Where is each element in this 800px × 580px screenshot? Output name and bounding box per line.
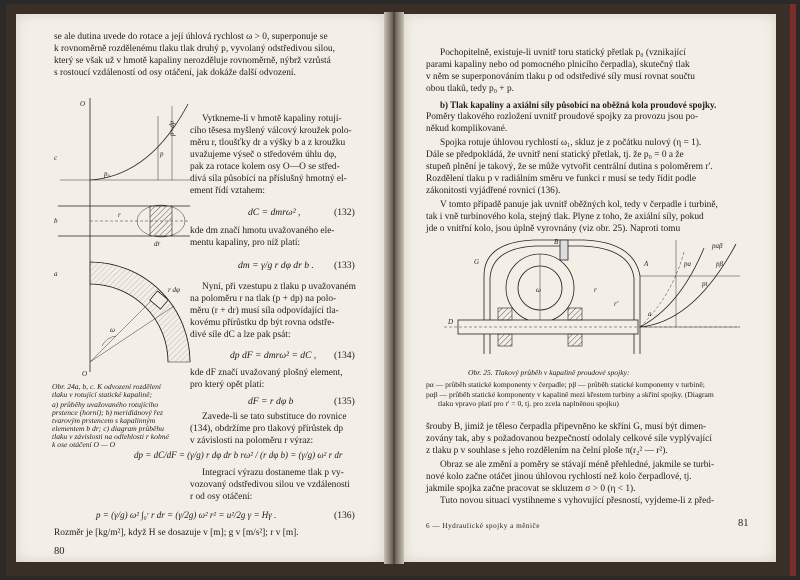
figure-25-label-B: B xyxy=(554,238,559,246)
left-col-line-15: kde dF značí uvažovaný plošný element, xyxy=(190,368,343,378)
figure-25-caption-3: tlaku vpravo platí pro r' = 0, tj. pro zcela naplněnou spojku) xyxy=(438,399,619,408)
figure-24-caption-5: tvarovým prstencem s kapalinným xyxy=(52,416,156,425)
section-heading: b) Tlak kapaliny a axiální síly působící na oběžná kola proudové spojky. xyxy=(440,100,717,110)
right-line-b2: někud komplikované. xyxy=(426,124,508,134)
right-line-c4: Rozdělení tlaku p v radiálním směru ve funkci r musí se tedy řídit podle xyxy=(426,174,696,184)
left-col-line-8: kde dm značí hmotu uvažovaného ele- xyxy=(190,226,335,236)
left-col-line-7: ement řídí vztahem: xyxy=(190,186,265,196)
left-col-line-22: r od osy otáčení: xyxy=(190,492,253,502)
figure-24-caption-7: tlaku v závislosti na odlehlosti r kolmé xyxy=(52,432,169,441)
right-line-f3: jakmile spojka začne pracovat se skluzem σ > 0 (η < 1). xyxy=(426,484,636,494)
left-col-line-21: vozovaný odstředivou silou ve vzdálenosti xyxy=(190,480,350,490)
left-col-line-19: v závislosti na poloměru r výraz: xyxy=(190,436,314,446)
left-col-line-4: uvažujeme výseč o středovém úhlu dφ, xyxy=(190,150,337,160)
right-line-e2: zovány tak, aby s požadovanou bezpečností odolaly celkové síle vyplývající xyxy=(426,434,712,444)
right-line-e3: z tlaku p v souhlase s jeho rozdělením na čelní ploše π(r₂² — r²). xyxy=(426,446,668,456)
left-col-line-6: divá síla působící na příslušný hmotný el- xyxy=(190,174,347,184)
equation-134: dp dF = dmrω² = dC , xyxy=(230,350,317,361)
figure-24-label-p: p xyxy=(160,150,164,158)
figure-24-label-r: r xyxy=(118,211,121,219)
equation-dp: dp = dC/dF = (γ/g) r dφ dr b rω² / (r dφ b) = (γ/g) ω² r dr xyxy=(134,450,343,460)
figure-24-label-b: b xyxy=(54,217,58,225)
right-page xyxy=(404,14,776,562)
right-line-d1: V tomto případě panuje jak uvnitř oběžných kol, tedy v čerpadle i turbině, xyxy=(440,200,718,210)
left-col-line-18: (134), obdržíme pro tlakový přírůstek dp xyxy=(190,424,344,434)
equation-132: dC = dmrω² , xyxy=(248,207,301,218)
left-col-line-9: mentu kapaliny, pro níž platí: xyxy=(190,238,301,248)
equation-135: dF = r dφ b xyxy=(248,396,294,407)
figure-24-label-rdp: r dφ xyxy=(168,286,180,294)
equation-136-number: (136) xyxy=(334,510,355,521)
right-footer: 6 — Hydraulické spojky a měniče xyxy=(426,522,540,530)
left-col-line-1: Vytkneme-li v hmotě kapaliny rotují- xyxy=(202,114,342,124)
figure-24-label-dr: dr xyxy=(154,240,161,248)
figure-25-diagram xyxy=(444,236,744,364)
right-line-c3: stupeň plnění je takový, že se může vytvořit centrální dutina s poloměrem r'. xyxy=(426,162,713,172)
figure-24-label-O-top: O xyxy=(80,100,86,108)
figure-25-label-A: A xyxy=(644,260,649,268)
left-bottom-line: Rozměr je [kg/m²], když H se dosazuje v [m]; g v [m/s²]; r v [m]. xyxy=(54,528,299,538)
left-col-line-11: na poloměru r na tlak (p + dp) na polo- xyxy=(190,294,337,304)
figure-25-label-pb: pβ xyxy=(716,260,723,268)
figure-25-label-pa1: paβ xyxy=(712,242,723,250)
left-col-line-10: Nyní, při vzestupu z tlaku p uvažovaném xyxy=(202,282,356,292)
right-line-b1: Poměry tlakového rozložení uvnitř proudové spojky za provozu jsou po- xyxy=(426,112,699,122)
figure-25-label-r: r xyxy=(594,286,597,294)
figure-24-caption-8: k ose otáčení O — O xyxy=(52,440,116,449)
equation-133: dm = γ/g r dφ dr b . xyxy=(238,260,314,271)
left-col-line-14: divé síle dC a lze pak psát: xyxy=(190,330,291,340)
figure-25-label-pt: pt xyxy=(702,280,708,288)
left-col-line-16: pro který opět platí: xyxy=(190,380,265,390)
right-page-number: 81 xyxy=(738,518,749,529)
left-top-line-3: který se však už v hmotě kapaliny nerozděluje rovnoměrně, nýbrž vzrůstá xyxy=(54,56,331,66)
figure-25-label-pa: pa xyxy=(684,260,691,268)
left-col-line-17: Zavede-li se tato substituce do rovnice xyxy=(202,412,347,422)
figure-24-label-a: a xyxy=(54,270,58,278)
right-line-a4: obou tlaků, tedy p₀ + p. xyxy=(426,84,514,94)
right-line-a1: Pochopitelně, existuje-li uvnitř toru statický přetlak p₀ (vznikající xyxy=(440,48,686,58)
figure-24-label-c: c xyxy=(54,154,58,162)
equation-133-number: (133) xyxy=(334,260,355,271)
figure-25-label-omega: ω xyxy=(536,286,541,294)
figure-25-label-rv: r' xyxy=(614,300,619,308)
equation-134-number: (134) xyxy=(334,350,355,361)
figure-24-caption-6: elementem b dr; c) diagram průběhu xyxy=(52,424,164,433)
left-top-line-2: k rovnoměrně rozdělenému tlaku tlak druhý p, vyvolaný odstředivou silou, xyxy=(54,44,335,54)
left-col-line-3: měru r, tloušťky dr a výšky b a z kroužku xyxy=(190,138,346,148)
figure-25-label-G: G xyxy=(474,258,480,266)
figure-25-caption-2: pαβ — průběh statické komponenty v kapalině mezi křestem turbiny a skříní spojky. (Diagram xyxy=(426,390,714,399)
figure-24-diagram xyxy=(50,96,196,378)
right-line-a3: v něm se superponováním tlaku p od odstředivé síly musí rovnat součtu xyxy=(426,72,695,82)
figure-25-label-a: a xyxy=(648,310,652,318)
figure-24-caption-2: tlaku v rotující statické kapalině; xyxy=(52,390,153,399)
left-top-line-1: se ale dutina uvede do rotace a její úhlová rychlost ω > 0, superponuje se xyxy=(54,32,328,42)
right-line-e1: šrouby B, jimiž je těleso čerpadla připevněno ke skříni G, musí být dimen- xyxy=(426,422,707,432)
left-top-line-4: s rostoucí vzdáleností od osy otáčení, jak dokáže další odvození. xyxy=(54,68,296,78)
left-col-line-2: cího těsesa myšlený válcový kroužek polo- xyxy=(190,126,352,136)
left-col-line-20: Integrací výrazu dostaneme tlak p vy- xyxy=(202,468,344,478)
left-col-line-5: pak za rotace kolem osy O—O se střed- xyxy=(190,162,340,172)
left-page xyxy=(16,14,384,562)
figure-24-caption-4: prstence (horní); b) meridiánový řez xyxy=(52,408,163,417)
left-col-line-12: měru (r + dr) musí síla odpovídající tla- xyxy=(190,306,339,316)
right-line-f2: nové kolo začne otáčet jinou úhlovou rychlostí než kolo čerpadlové, tj. xyxy=(426,472,692,482)
right-line-d2: tak i vně turbinového kola, stejný tlak. Plyne z toho, že axiální síly, pokud xyxy=(426,212,704,222)
figure-24-label-O-bottom: O xyxy=(82,370,88,378)
figure-25-caption-1: pα — průběh statické komponenty v čerpadle; pβ — průběh statické komponenty v turbině; xyxy=(426,380,705,389)
figure-24-label-pdp: p+dp xyxy=(168,120,176,136)
right-line-g: Tuto novou situaci vystihneme s vyhovující přesností, vyjdeme-li z před- xyxy=(440,496,715,506)
figure-25-label-D: D xyxy=(448,318,454,326)
left-col-line-13: kovému přírůstku dp být rovna odstře- xyxy=(190,318,335,328)
book-gutter xyxy=(384,12,404,564)
right-line-a2: parami kapaliny nebo od pomocného plnicího čerpadla), skutečný tlak xyxy=(426,60,690,70)
figure-25-caption-title: Obr. 25. Tlakový průběh v kapalině proudové spojky: xyxy=(468,368,630,377)
equation-136: p = (γ/g) ω² ∫₀ʳ r dr = (γ/2g) ω² r² = u²/2g γ = Hγ . xyxy=(96,510,277,520)
figure-24-caption-1: Obr. 24a, b, c. K odvození rozdělení xyxy=(52,382,161,391)
left-page-number: 80 xyxy=(54,546,65,557)
right-line-d3: jde o vnitřní kolo, jsou úplně vyrovnány (viz obr. 25). Naproti tomu xyxy=(426,224,681,234)
right-line-f1: Obraz se ale změní a poměry se stávají méně přehledné, jakmile se turbi- xyxy=(440,460,715,470)
equation-135-number: (135) xyxy=(334,396,355,407)
right-line-c5: zákonitosti vyjádřené rovnicí (136). xyxy=(426,186,561,196)
figure-24-label-omega: ω xyxy=(110,326,115,334)
right-line-c1: Spojka rotuje úhlovou rychlostí ω₁, skluz je z počátku nulový (η = 1). xyxy=(440,138,702,148)
right-line-c2: Dále se předpokládá, že uvnitř není statický přetlak, tj. že p₀ = 0 a že xyxy=(426,150,684,160)
book-edge-strip xyxy=(790,4,796,576)
figure-24-caption-3: a) průběhy uvažovaného rotujícího xyxy=(52,400,159,409)
equation-132-number: (132) xyxy=(334,207,355,218)
figure-24-label-p0: p₀ xyxy=(104,170,110,178)
book-spread xyxy=(6,4,796,576)
